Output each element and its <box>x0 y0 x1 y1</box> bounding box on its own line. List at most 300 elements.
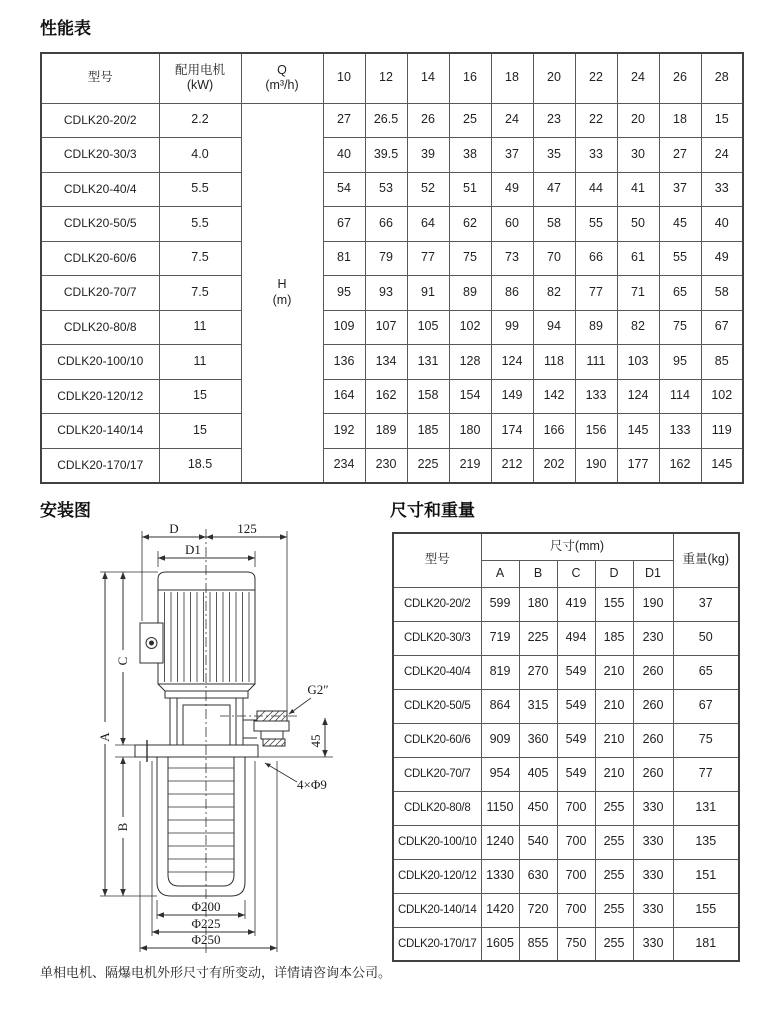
dimension-value-cell: 255 <box>595 791 633 825</box>
head-value-cell: 54 <box>323 172 365 207</box>
head-value-cell: 25 <box>449 103 491 138</box>
dimension-value-cell: 1330 <box>481 859 519 893</box>
weight-value-cell: 50 <box>673 621 739 655</box>
head-value-cell: 85 <box>701 345 743 380</box>
performance-row <box>41 207 743 242</box>
head-unit: (m) <box>272 292 292 307</box>
dimension-value-cell: 225 <box>519 621 557 655</box>
head-value-cell: 67 <box>323 207 365 242</box>
head-value-cell: 27 <box>323 103 365 138</box>
head-value-cell: 44 <box>575 172 617 207</box>
dimensions-row <box>393 825 739 859</box>
dimension-value-cell: 255 <box>595 859 633 893</box>
head-value-cell: 62 <box>449 207 491 242</box>
head-value-cell: 177 <box>617 448 659 483</box>
head-value-cell: 65 <box>659 276 701 311</box>
head-value-cell: 58 <box>701 276 743 311</box>
head-value-cell: 40 <box>701 207 743 242</box>
model-cell: CDLK20-120/12 <box>393 859 481 893</box>
head-value-cell: 192 <box>323 414 365 449</box>
dimensions-row <box>393 621 739 655</box>
model-cell: CDLK20-100/10 <box>393 825 481 859</box>
flow-header-cell: 14 <box>407 53 449 103</box>
head-value-cell: 102 <box>449 310 491 345</box>
dimension-value-cell: 270 <box>519 655 557 689</box>
model-cell: CDLK20-20/2 <box>393 587 481 621</box>
performance-row <box>41 345 743 380</box>
flow-header-cell: 28 <box>701 53 743 103</box>
performance-row <box>41 138 743 173</box>
model-cell: CDLK20-60/6 <box>41 241 159 276</box>
head-value-cell: 124 <box>617 379 659 414</box>
head-value-cell: 103 <box>617 345 659 380</box>
performance-row <box>41 379 743 414</box>
head-value-cell: 35 <box>533 138 575 173</box>
dimension-value-cell: 180 <box>519 587 557 621</box>
installation-diagram <box>25 515 365 975</box>
motor-kw-cell: 11 <box>159 345 241 380</box>
head-value-cell: 33 <box>701 172 743 207</box>
dimensions-row <box>393 791 739 825</box>
flow-header-cell: 18 <box>491 53 533 103</box>
dim-label-dia250: Φ250 <box>191 932 221 947</box>
head-value-cell: 77 <box>407 241 449 276</box>
port-ring-hatch <box>263 739 285 746</box>
weight-value-cell: 67 <box>673 689 739 723</box>
weight-value-cell: 131 <box>673 791 739 825</box>
adapter-window <box>183 705 230 745</box>
dim-label-c: C <box>115 656 130 666</box>
dimension-value-cell: 330 <box>633 859 673 893</box>
model-cell: CDLK20-80/8 <box>41 310 159 345</box>
pump-shell-outer <box>157 757 245 896</box>
head-value-cell: 94 <box>533 310 575 345</box>
head-value-cell: 234 <box>323 448 365 483</box>
head-value-cell: 39.5 <box>365 138 407 173</box>
dimension-value-cell: 360 <box>519 723 557 757</box>
performance-row <box>41 103 743 138</box>
head-value-cell: 70 <box>533 241 575 276</box>
performance-section-title: 性能表 <box>40 19 91 39</box>
head-value-cell: 154 <box>449 379 491 414</box>
head-value-cell: 79 <box>365 241 407 276</box>
head-value-cell: 66 <box>575 241 617 276</box>
performance-header-row <box>41 53 743 103</box>
model-cell: CDLK20-120/12 <box>41 379 159 414</box>
dimensions-table <box>392 532 740 962</box>
dimension-value-cell: 819 <box>481 655 519 689</box>
head-value-cell: 52 <box>407 172 449 207</box>
port-leader <box>289 698 311 714</box>
model-cell: CDLK20-60/6 <box>393 723 481 757</box>
weight-column-label: 重量(kg) <box>682 552 730 567</box>
head-value-cell: 37 <box>491 138 533 173</box>
head-value-cell: 49 <box>491 172 533 207</box>
head-value-cell: 145 <box>701 448 743 483</box>
performance-row <box>41 414 743 449</box>
dim-column-header: D1 <box>633 560 673 587</box>
head-value-cell: 15 <box>701 103 743 138</box>
motor-ribs <box>165 592 250 682</box>
dimensions-row <box>393 723 739 757</box>
head-value-cell: 37 <box>659 172 701 207</box>
pump-stage-lines <box>168 768 234 872</box>
head-value-cell: 105 <box>407 310 449 345</box>
head-value-cell: 86 <box>491 276 533 311</box>
head-value-cell: 91 <box>407 276 449 311</box>
head-value-cell: 149 <box>491 379 533 414</box>
head-value-cell: 24 <box>701 138 743 173</box>
head-value-cell: 67 <box>701 310 743 345</box>
port-body <box>261 731 283 739</box>
head-value-cell: 26.5 <box>365 103 407 138</box>
head-value-cell: 20 <box>617 103 659 138</box>
head-value-cell: 124 <box>491 345 533 380</box>
motor-cap <box>158 572 255 590</box>
dim-label-d: D <box>169 521 179 536</box>
dimensions-row <box>393 927 739 961</box>
flow-header-cell: 24 <box>617 53 659 103</box>
dimension-value-cell: 210 <box>595 689 633 723</box>
dimension-value-cell: 185 <box>595 621 633 655</box>
head-value-cell: 55 <box>575 207 617 242</box>
head-value-cell: 230 <box>365 448 407 483</box>
performance-row <box>41 276 743 311</box>
head-value-cell: 212 <box>491 448 533 483</box>
head-value-cell: 225 <box>407 448 449 483</box>
head-value-cell: 156 <box>575 414 617 449</box>
performance-row <box>41 241 743 276</box>
head-value-cell: 136 <box>323 345 365 380</box>
weight-value-cell: 155 <box>673 893 739 927</box>
head-value-cell: 24 <box>491 103 533 138</box>
model-column-header <box>41 53 159 103</box>
head-value-cell: 158 <box>407 379 449 414</box>
dimension-value-cell: 1240 <box>481 825 519 859</box>
flow-header-cell: 20 <box>533 53 575 103</box>
motor-kw-cell: 15 <box>159 414 241 449</box>
dimensions-row <box>393 893 739 927</box>
weight-value-cell: 65 <box>673 655 739 689</box>
dimension-value-cell: 315 <box>519 689 557 723</box>
dimension-value-cell: 230 <box>633 621 673 655</box>
head-value-cell: 118 <box>533 345 575 380</box>
head-value-cell: 55 <box>659 241 701 276</box>
dimension-value-cell: 1150 <box>481 791 519 825</box>
dimension-value-cell: 210 <box>595 655 633 689</box>
dimension-value-cell: 1605 <box>481 927 519 961</box>
model-cell: CDLK20-170/17 <box>41 448 159 483</box>
dimension-value-cell: 864 <box>481 689 519 723</box>
port-thread-label: G2″ <box>307 682 329 697</box>
model-cell: CDLK20-70/7 <box>393 757 481 791</box>
head-value-cell: 40 <box>323 138 365 173</box>
motor-kw-cell: 4.0 <box>159 138 241 173</box>
dimension-value-cell: 155 <box>595 587 633 621</box>
motor-column-unit: (kW) <box>186 78 214 93</box>
head-value-cell: 30 <box>617 138 659 173</box>
dims-model-column-label: 型号 <box>424 552 450 567</box>
dimension-value-cell: 909 <box>481 723 519 757</box>
head-value-cell: 82 <box>617 310 659 345</box>
head-value-cell: 81 <box>323 241 365 276</box>
dimension-value-cell: 720 <box>519 893 557 927</box>
motor-kw-cell: 11 <box>159 310 241 345</box>
weight-value-cell: 77 <box>673 757 739 791</box>
flow-header-cell: 22 <box>575 53 617 103</box>
head-value-cell: 166 <box>533 414 575 449</box>
model-cell: CDLK20-140/14 <box>41 414 159 449</box>
dimension-value-cell: 450 <box>519 791 557 825</box>
weight-value-cell: 75 <box>673 723 739 757</box>
head-value-cell: 71 <box>617 276 659 311</box>
dimensions-header-row-1 <box>393 533 739 560</box>
dimensions-row <box>393 757 739 791</box>
dim-label-b: B <box>115 822 130 832</box>
motor-kw-cell: 18.5 <box>159 448 241 483</box>
head-value-cell: 128 <box>449 345 491 380</box>
head-value-cell: 49 <box>701 241 743 276</box>
head-value-cell: 47 <box>533 172 575 207</box>
head-value-cell: 102 <box>701 379 743 414</box>
weight-value-cell: 37 <box>673 587 739 621</box>
head-value-cell: 99 <box>491 310 533 345</box>
dim-column-header: A <box>481 560 519 587</box>
head-value-cell: 64 <box>407 207 449 242</box>
head-value-cell: 131 <box>407 345 449 380</box>
dimensions-section-title: 尺寸和重量 <box>390 501 475 521</box>
head-value-cell: 162 <box>365 379 407 414</box>
dims-group-label: 尺寸(mm) <box>549 538 605 553</box>
performance-row <box>41 172 743 207</box>
dimension-value-cell: 1420 <box>481 893 519 927</box>
footer-note: 单相电机、隔爆电机外形尺寸有所变动，详情请咨询本公司。 <box>40 965 392 980</box>
motor-kw-cell: 15 <box>159 379 241 414</box>
head-value-cell: 107 <box>365 310 407 345</box>
head-value-cell: 75 <box>659 310 701 345</box>
dimension-value-cell: 255 <box>595 927 633 961</box>
motor-body <box>158 590 255 684</box>
dimension-value-cell: 494 <box>557 621 595 655</box>
motor-column-header <box>159 53 241 103</box>
dimension-value-cell: 750 <box>557 927 595 961</box>
head-value-cell: 164 <box>323 379 365 414</box>
flow-header-cell: 12 <box>365 53 407 103</box>
head-value-cell: 66 <box>365 207 407 242</box>
port-neck-lines <box>243 720 257 738</box>
head-value-cell: 38 <box>449 138 491 173</box>
model-cell: CDLK20-50/5 <box>393 689 481 723</box>
head-symbol: H <box>277 276 287 291</box>
head-value-cell: 119 <box>701 414 743 449</box>
performance-table <box>40 52 744 484</box>
head-value-cell: 133 <box>659 414 701 449</box>
model-cell: CDLK20-70/7 <box>41 276 159 311</box>
model-cell: CDLK20-50/5 <box>41 207 159 242</box>
dimension-value-cell: 330 <box>633 893 673 927</box>
port-flange <box>254 721 289 731</box>
dimension-value-cell: 719 <box>481 621 519 655</box>
dimension-value-cell: 540 <box>519 825 557 859</box>
dimension-value-cell: 330 <box>633 791 673 825</box>
dimensions-row <box>393 655 739 689</box>
dimension-value-cell: 260 <box>633 723 673 757</box>
head-value-cell: 61 <box>617 241 659 276</box>
flow-header-cell: 16 <box>449 53 491 103</box>
motor-column-label: 配用电机 <box>174 62 225 77</box>
dimension-value-cell: 700 <box>557 825 595 859</box>
dim-label-45: 45 <box>308 734 323 748</box>
head-value-cell: 18 <box>659 103 701 138</box>
dim-label-a: A <box>97 732 112 742</box>
head-value-cell: 145 <box>617 414 659 449</box>
dimension-value-cell: 549 <box>557 723 595 757</box>
pump-shell-inner <box>168 757 234 886</box>
head-value-cell: 162 <box>659 448 701 483</box>
model-cell: CDLK20-80/8 <box>393 791 481 825</box>
dim-column-header: C <box>557 560 595 587</box>
head-value-cell: 58 <box>533 207 575 242</box>
dim-label-dia225: Φ225 <box>191 916 221 931</box>
model-cell: CDLK20-30/3 <box>393 621 481 655</box>
performance-row <box>41 310 743 345</box>
model-column-label: 型号 <box>87 70 113 85</box>
dimensions-row <box>393 587 739 621</box>
dimension-value-cell: 260 <box>633 655 673 689</box>
dimension-value-cell: 260 <box>633 757 673 791</box>
head-value-cell: 180 <box>449 414 491 449</box>
holes-leader <box>265 763 297 782</box>
terminal-box-gland-center <box>150 641 154 645</box>
head-value-cell: 111 <box>575 345 617 380</box>
adapter-leg-right <box>236 698 243 745</box>
head-value-cell: 27 <box>659 138 701 173</box>
head-value-cell: 22 <box>575 103 617 138</box>
dimension-value-cell: 954 <box>481 757 519 791</box>
head-value-cell: 89 <box>449 276 491 311</box>
motor-skirt <box>158 684 255 691</box>
head-value-cell: 23 <box>533 103 575 138</box>
flow-unit: (m³/h) <box>265 78 299 93</box>
performance-row <box>41 448 743 483</box>
dimension-value-cell: 210 <box>595 723 633 757</box>
head-value-cell: 51 <box>449 172 491 207</box>
head-value-cell: 33 <box>575 138 617 173</box>
motor-kw-cell: 7.5 <box>159 241 241 276</box>
model-cell: CDLK20-30/3 <box>41 138 159 173</box>
head-value-cell: 93 <box>365 276 407 311</box>
head-value-cell: 219 <box>449 448 491 483</box>
model-cell: CDLK20-100/10 <box>41 345 159 380</box>
head-value-cell: 39 <box>407 138 449 173</box>
mounting-holes-label: 4×Φ9 <box>297 777 327 792</box>
head-value-cell: 89 <box>575 310 617 345</box>
head-value-cell: 77 <box>575 276 617 311</box>
dimension-value-cell: 330 <box>633 825 673 859</box>
head-value-cell: 60 <box>491 207 533 242</box>
head-value-cell: 41 <box>617 172 659 207</box>
head-value-cell: 82 <box>533 276 575 311</box>
dims-model-column-header <box>393 533 481 587</box>
flow-symbol: Q <box>277 62 287 77</box>
dimension-value-cell: 700 <box>557 859 595 893</box>
dimension-value-cell: 700 <box>557 791 595 825</box>
head-value-cell: 50 <box>617 207 659 242</box>
motor-kw-cell: 5.5 <box>159 172 241 207</box>
head-value-cell: 134 <box>365 345 407 380</box>
motor-flange <box>165 691 248 698</box>
head-value-cell: 133 <box>575 379 617 414</box>
head-value-cell: 73 <box>491 241 533 276</box>
flow-symbol-header <box>241 53 323 103</box>
model-cell: CDLK20-40/4 <box>393 655 481 689</box>
model-cell: CDLK20-20/2 <box>41 103 159 138</box>
dimensions-row <box>393 689 739 723</box>
head-value-cell: 26 <box>407 103 449 138</box>
dimension-value-cell: 630 <box>519 859 557 893</box>
dim-label-dia200: Φ200 <box>191 899 221 914</box>
head-value-cell: 174 <box>491 414 533 449</box>
model-cell: CDLK20-170/17 <box>393 927 481 961</box>
dimension-value-cell: 210 <box>595 757 633 791</box>
dimension-value-cell: 549 <box>557 655 595 689</box>
weight-value-cell: 151 <box>673 859 739 893</box>
installation-section-title: 安装图 <box>40 501 91 521</box>
weight-column-header <box>673 533 739 587</box>
dims-group-header <box>481 533 673 560</box>
model-cell: CDLK20-140/14 <box>393 893 481 927</box>
dim-label-d1: D1 <box>185 542 201 557</box>
motor-kw-cell: 2.2 <box>159 103 241 138</box>
dimension-value-cell: 700 <box>557 893 595 927</box>
dimension-value-cell: 599 <box>481 587 519 621</box>
head-value-cell: 75 <box>449 241 491 276</box>
flow-header-cell: 10 <box>323 53 365 103</box>
dimension-value-cell: 855 <box>519 927 557 961</box>
head-value-cell: 95 <box>323 276 365 311</box>
head-unit-cell <box>241 103 323 483</box>
dimension-value-cell: 190 <box>633 587 673 621</box>
dim-column-header: D <box>595 560 633 587</box>
motor-kw-cell: 7.5 <box>159 276 241 311</box>
head-value-cell: 189 <box>365 414 407 449</box>
dimension-value-cell: 549 <box>557 689 595 723</box>
dimension-value-cell: 330 <box>633 927 673 961</box>
head-value-cell: 45 <box>659 207 701 242</box>
head-value-cell: 53 <box>365 172 407 207</box>
head-value-cell: 114 <box>659 379 701 414</box>
dimensions-row <box>393 859 739 893</box>
dimension-value-cell: 260 <box>633 689 673 723</box>
dimension-value-cell: 549 <box>557 757 595 791</box>
adapter-leg-left <box>170 698 177 745</box>
mounting-plate <box>135 745 258 757</box>
head-value-cell: 142 <box>533 379 575 414</box>
motor-kw-cell: 5.5 <box>159 207 241 242</box>
head-value-cell: 190 <box>575 448 617 483</box>
model-cell: CDLK20-40/4 <box>41 172 159 207</box>
dimension-value-cell: 255 <box>595 825 633 859</box>
head-value-cell: 95 <box>659 345 701 380</box>
dim-label-125: 125 <box>237 521 257 536</box>
weight-value-cell: 135 <box>673 825 739 859</box>
dimension-value-cell: 255 <box>595 893 633 927</box>
weight-value-cell: 181 <box>673 927 739 961</box>
head-value-cell: 202 <box>533 448 575 483</box>
dimension-value-cell: 419 <box>557 587 595 621</box>
flow-header-cell: 26 <box>659 53 701 103</box>
dimension-value-cell: 405 <box>519 757 557 791</box>
